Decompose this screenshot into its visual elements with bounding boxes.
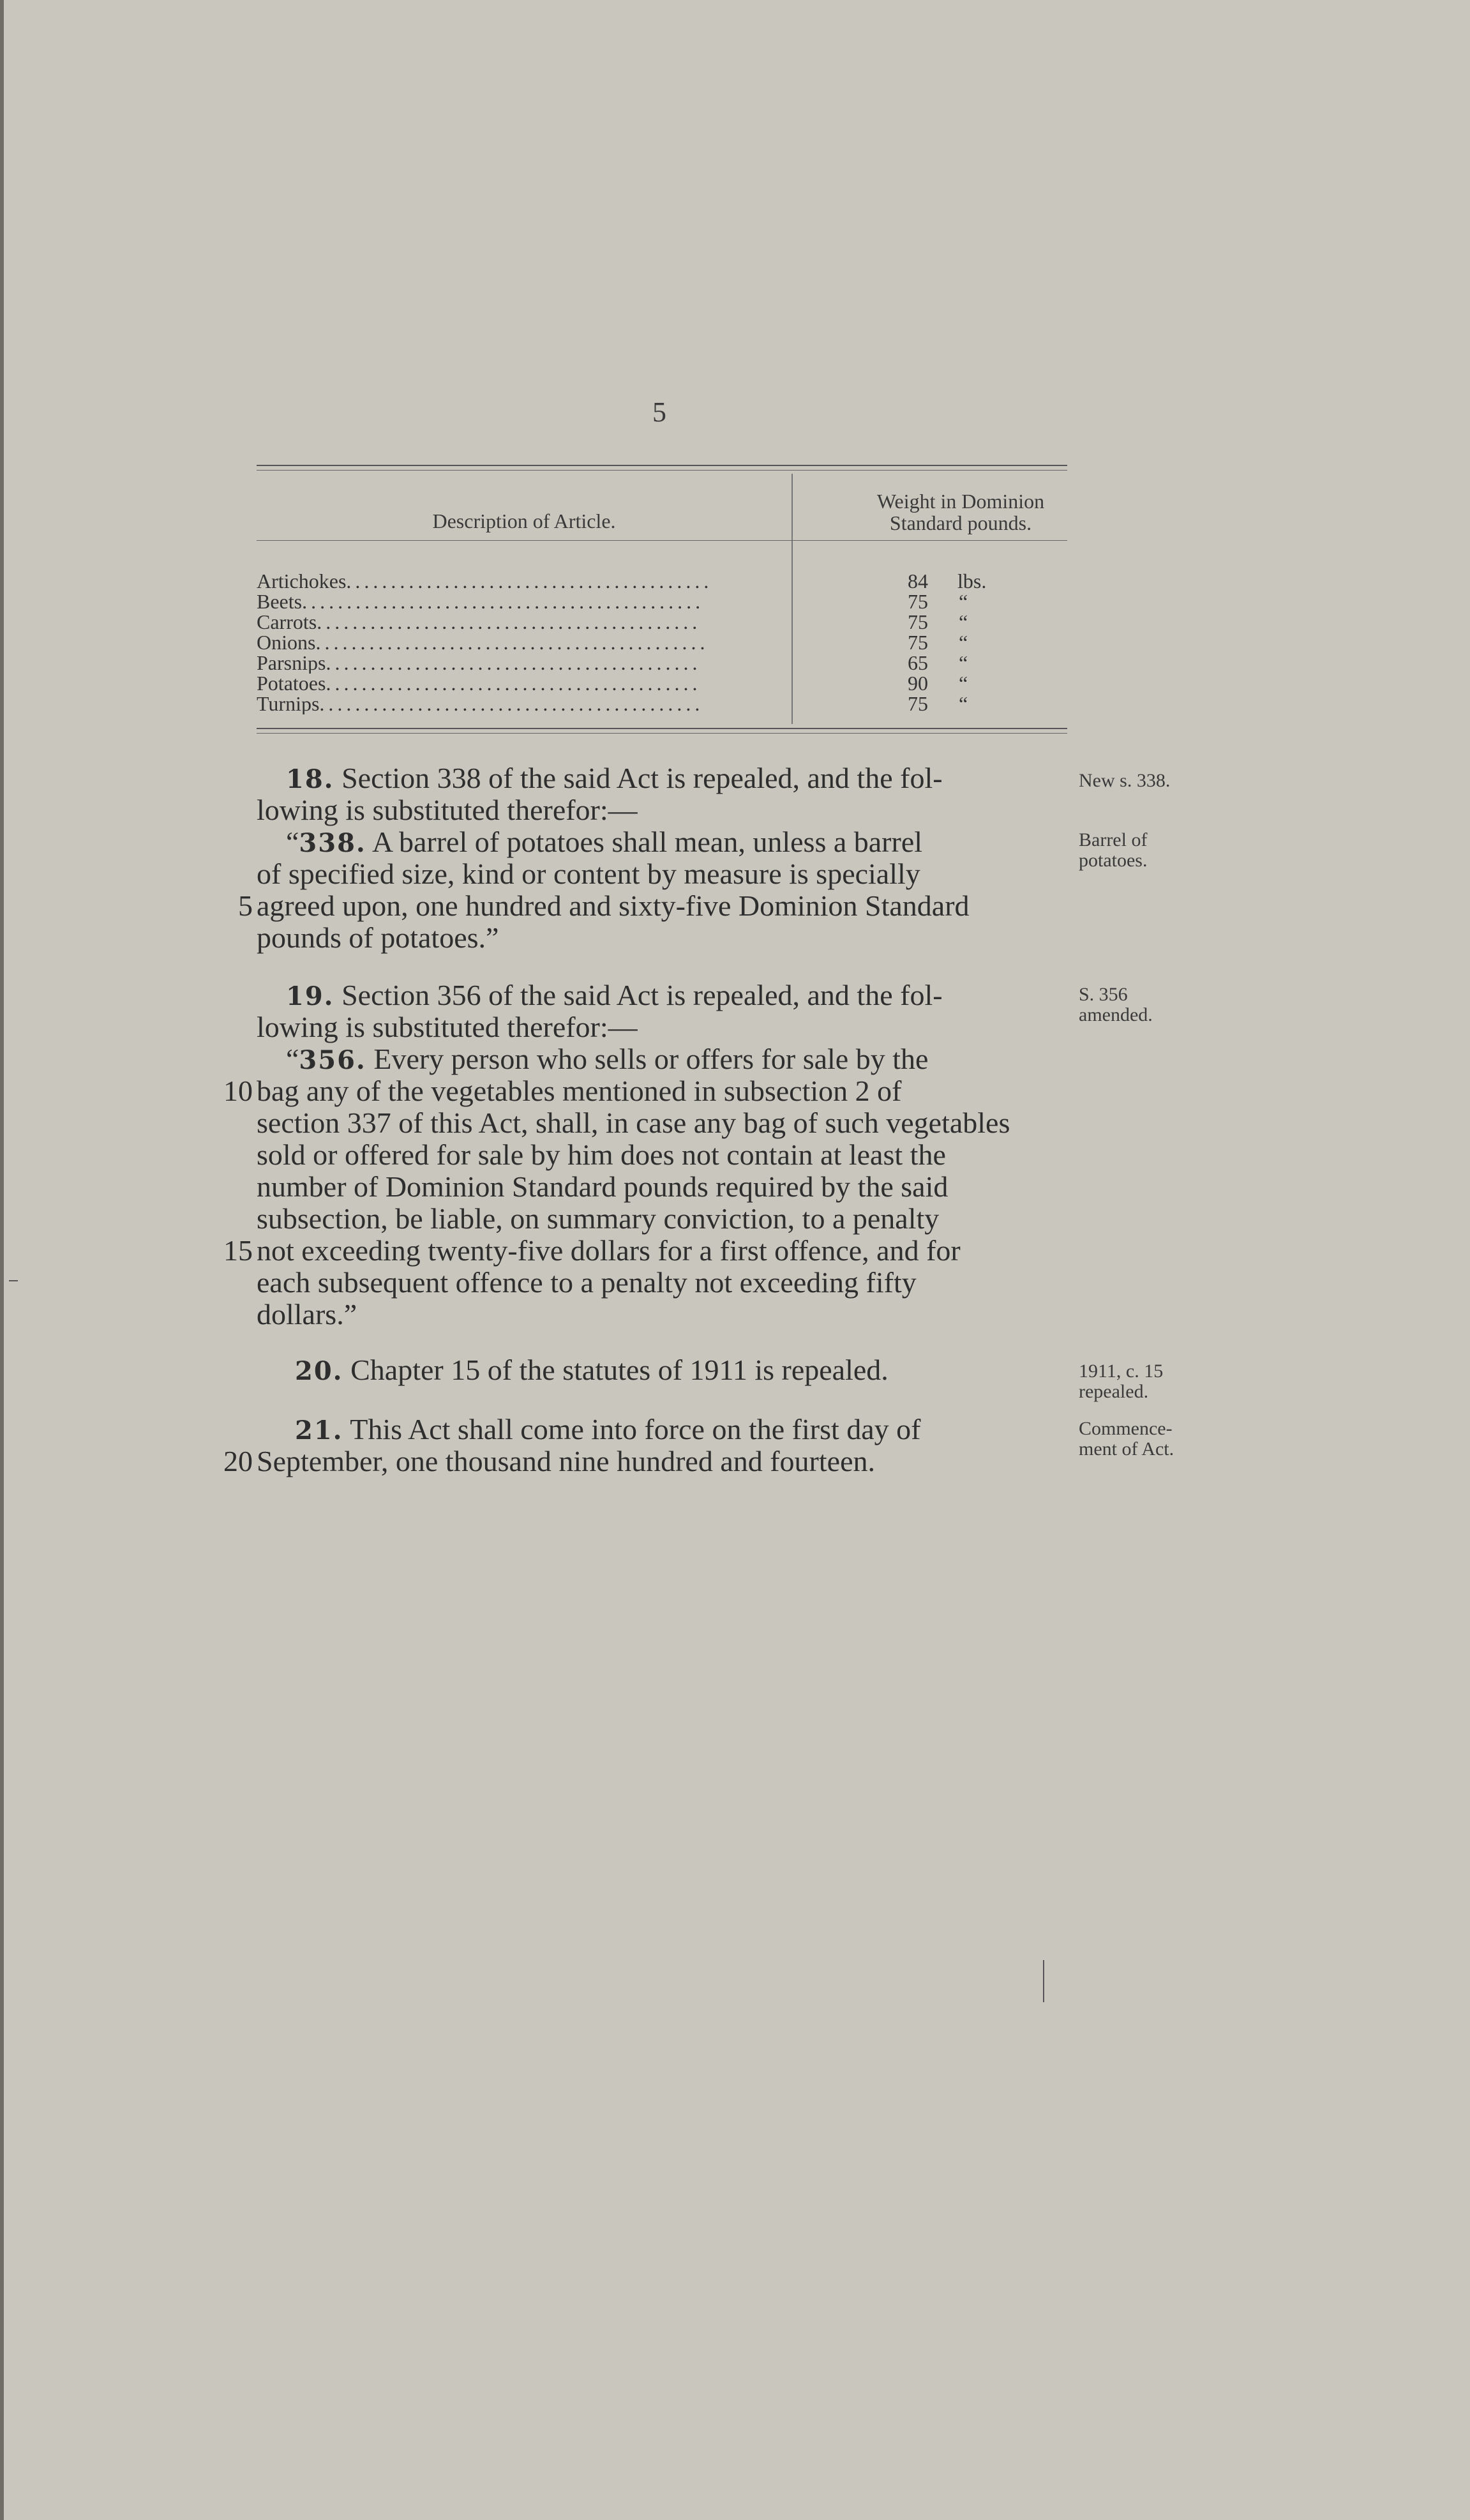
table-header-weight <box>855 490 1066 534</box>
section-19-line-11: dollars.” <box>257 1298 357 1331</box>
table-row <box>257 590 968 613</box>
section-21-number: 21. <box>295 1415 343 1445</box>
margin-note-s356-line2: amended. <box>1079 1004 1153 1025</box>
table-row-value: 75 <box>908 610 928 633</box>
line-number-20: 20 <box>223 1445 253 1477</box>
table-column-divider <box>791 474 793 724</box>
section-20-number: 20. <box>295 1356 343 1386</box>
table-row-leader-dots: ............................................. <box>302 591 705 612</box>
section-19-line-2: lowing is substituted therefor:— <box>257 1011 638 1043</box>
table-row-name: Onions <box>257 631 316 653</box>
scan-mark <box>9 1280 18 1281</box>
margin-note-barrel-line2: potatoes. <box>1079 850 1148 871</box>
table-bottom-rule <box>257 728 1067 729</box>
table-header-weight-line1: Weight in Dominion <box>876 490 1045 513</box>
table-bottom-rule-double <box>257 733 1067 734</box>
table-row <box>257 672 968 695</box>
table-row-name: Artichokes <box>257 570 347 592</box>
section-21-line-1: 21. This Act shall come into force on the first day of <box>295 1413 921 1445</box>
table-row-name: Carrots <box>257 611 317 633</box>
table-row-unit: “ <box>959 610 968 633</box>
line-number-15: 15 <box>223 1234 253 1267</box>
table-row-leader-dots: ............................................ <box>315 631 709 653</box>
page-edge-shadow <box>0 0 4 2520</box>
table-row-value: 84 <box>908 570 928 592</box>
table-top-rule <box>257 465 1067 466</box>
table-row-unit: “ <box>959 692 968 715</box>
table-row-value: 75 <box>908 692 928 715</box>
table-row-unit: “ <box>959 672 968 695</box>
section-18-line-5: agreed upon, one hundred and sixty-five Dominion Standard <box>257 889 970 922</box>
section-356-number: 356. <box>299 1045 366 1075</box>
table-row <box>257 610 968 633</box>
table-row-name: Turnips <box>257 693 320 714</box>
table-row-leader-dots: ......................................... <box>346 570 713 592</box>
table-row-unit: lbs. <box>957 570 987 592</box>
section-18-number: 18. <box>286 764 334 794</box>
section-19-line-7: number of Dominion Standard pounds required by the said <box>257 1170 949 1203</box>
table-row <box>257 631 968 654</box>
table-row-leader-dots: .......................................... <box>326 672 701 694</box>
section-18-line-2: lowing is substituted therefor:— <box>257 794 638 826</box>
table-row-value: 90 <box>908 672 928 695</box>
table-row-value: 75 <box>908 590 928 613</box>
table-row-unit: “ <box>959 651 968 674</box>
margin-note-commencement-line2: ment of Act. <box>1079 1438 1174 1460</box>
section-19-line-4: bag any of the vegetables mentioned in subsection 2 of <box>257 1075 902 1107</box>
section-338-number: 338. <box>299 828 366 858</box>
section-19-line-8: subsection, be liable, on summary conviction, to a penalty <box>257 1202 940 1235</box>
table-row-leader-dots: .......................................... <box>326 652 701 674</box>
table-row <box>257 651 968 674</box>
section-19-line-9: not exceeding twenty-five dollars for a first offence, and for <box>257 1234 961 1267</box>
table-row-value: 75 <box>908 631 928 654</box>
table-header-rule <box>257 540 1067 541</box>
table-row-leader-dots: ........................................... <box>319 693 704 714</box>
section-18-line-6: pounds of potatoes.” <box>257 921 499 954</box>
table-row-leader-dots: ........................................... <box>317 611 701 633</box>
section-19-line-6: sold or offered for sale by him does not contain at least the <box>257 1138 946 1171</box>
margin-note-barrel-line1: Barrel of <box>1079 829 1148 850</box>
table-row-unit: “ <box>959 631 968 654</box>
table-row-name: Parsnips <box>257 652 326 674</box>
margin-note-new-s338: New s. 338. <box>1079 770 1171 791</box>
margin-note-s356-line1: S. 356 <box>1079 984 1128 1005</box>
table-row-unit: “ <box>959 590 968 613</box>
line-number-10: 10 <box>223 1075 253 1107</box>
section-19-line-3: “356. Every person who sells or offers for sale by the <box>286 1043 929 1075</box>
margin-note-commencement-line1: Commence- <box>1079 1418 1173 1439</box>
margin-note-1911-line1: 1911, c. 15 <box>1079 1361 1164 1382</box>
table-header-weight-line2: Standard pounds. <box>889 511 1032 534</box>
page-number: 5 <box>652 396 666 428</box>
section-19-line-10: each subsequent offence to a penalty not exceeding fifty <box>257 1266 917 1299</box>
section-21-line-2: September, one thousand nine hundred and fourteen. <box>257 1445 875 1477</box>
table-row-value: 65 <box>908 651 928 674</box>
table-row <box>257 692 968 715</box>
section-19-line-1: 19. Section 356 of the said Act is repealed, and the fol- <box>286 979 943 1011</box>
section-18-line-3: “338. A barrel of potatoes shall mean, unless a barrel <box>286 826 923 858</box>
table-row <box>257 570 987 592</box>
margin-note-1911-line2: repealed. <box>1079 1381 1149 1402</box>
section-19-line-5: section 337 of this Act, shall, in case any bag of such vegetables <box>257 1106 1010 1139</box>
table-header-description: Description of Article. <box>432 509 616 532</box>
section-18-line-4: of specified size, kind or content by measure is specially <box>257 857 920 890</box>
line-number-5: 5 <box>238 889 253 922</box>
table-top-rule-double <box>257 470 1067 471</box>
table-row-name: Potatoes <box>257 672 326 694</box>
scan-mark <box>1043 1960 1044 2002</box>
section-19-number: 19. <box>286 981 334 1011</box>
section-18-line-1: 18. Section 338 of the said Act is repealed, and the fol- <box>286 762 943 794</box>
table-row-name: Beets <box>257 591 303 612</box>
section-20-line-1: 20. Chapter 15 of the statutes of 1911 is repealed. <box>295 1354 889 1386</box>
